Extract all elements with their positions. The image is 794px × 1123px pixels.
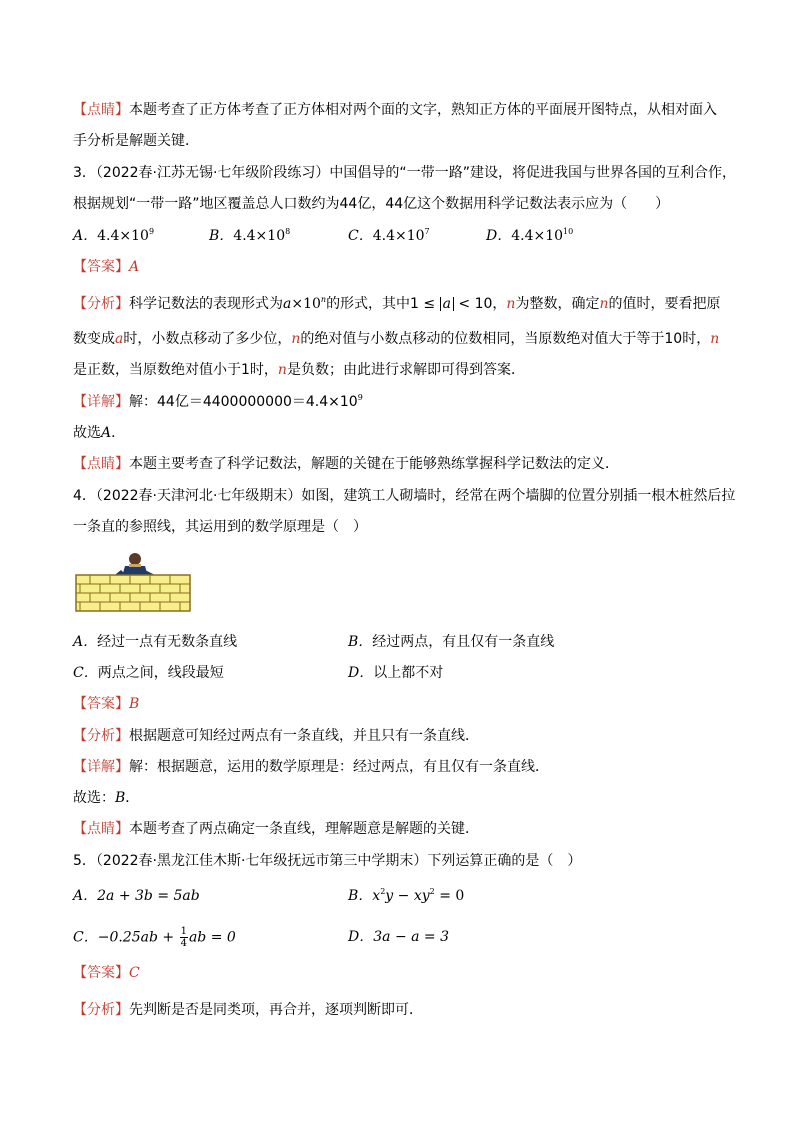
q5-option-a: A．2a + 3b = 5ab: [73, 888, 200, 904]
q3-comment: 【点睛】本题主要考查了科学记数法，解题的关键在于能够熟练掌握科学记数法的定义．: [73, 456, 619, 472]
detail-tag: 【详解】: [73, 394, 129, 410]
q5-option-c: C．−0.25ab + $\frac{1}{4}$ ab = 0: [73, 926, 236, 949]
answer-tag: 【答案】: [73, 965, 129, 981]
comment-tag: 【点睛】: [73, 456, 129, 472]
answer-value: B: [129, 696, 140, 712]
q4-detail: 【详解】解：根据题意，运用的数学原理是：经过两点，有且仅有一条直线．: [73, 759, 549, 775]
question-stem: 5．（2022春·黑龙江佳木斯·七年级抚远市第三中学期末）下列运算正确的是（ ）: [73, 853, 582, 869]
detail-tag: 【详解】: [73, 759, 129, 775]
q5-option-d: D．3a − a = 3: [348, 929, 450, 945]
q4-option-b: B．经过两点，有且仅有一条直线: [348, 634, 555, 650]
q3-option-d: D．$4.4\times 10^{10}$: [486, 227, 574, 244]
answer-tag: 【答案】: [73, 259, 129, 275]
q4-analysis: 【分析】根据题意可知经过两点有一条直线，并且只有一条直线．: [73, 728, 479, 744]
q3-detail: 【详解】解：44亿$=4400000000=4.4\times 10^9$: [73, 393, 363, 410]
fraction: $\frac{1}{4}$: [180, 926, 187, 949]
q4-option-d: D．以上都不对: [348, 665, 444, 681]
q3-analysis-line1: 【分析】科学记数法的表现形式为$a\times 10^n$的形式，其中1 ≤ a < 10，n为整数，确定n的值时，要看把原: [73, 295, 721, 312]
q4-choose: 故选：B．: [73, 790, 140, 806]
q3-answer: [73, 256, 733, 278]
analysis-tag: 【分析】: [73, 296, 129, 312]
question-stem: 根据规划“一带一路”地区覆盖总人口数约为44亿，44亿这个数据用科学记数法表示应为（ ）: [73, 196, 670, 212]
q5-stem: [73, 850, 733, 872]
worker-head: [129, 553, 141, 565]
q5-analysis: 【分析】先判断是否是同类项，再合并，逐项判断即可．: [73, 1002, 423, 1018]
question-stem: 4．（2022春·天津河北·七年级期末）如图，建筑工人砌墙时，经常在两个墙脚的位置分别插一根木桩然后拉: [73, 488, 736, 504]
q3-stem-line1: [73, 162, 736, 184]
q4-stem-line2: [73, 516, 733, 538]
q5-answer: [73, 962, 733, 984]
q4-comment: 【点睛】本题考查了两点确定一条直线，理解题意是解题的关键．: [73, 821, 479, 837]
answer-value: C: [129, 965, 140, 981]
q4-stem-line1: [73, 485, 736, 507]
comment-tag: 【点睛】: [73, 821, 129, 837]
q4-answer: [73, 693, 733, 715]
q3-choose: 故选A．: [73, 425, 126, 441]
comment-text: 本题考查了正方体考查了正方体相对两个面的文字，熟知正方体的平面展开图特点，从相对面入: [129, 102, 717, 118]
comment-text: 手分析是解题关键．: [73, 133, 199, 149]
bricklayer-wall-figure: [75, 548, 192, 612]
question-stem: 3．（2022春·江苏无锡·七年级阶段练习）中国倡导的“一带一路”建设，将促进我国与世界各国的互利合作，: [73, 165, 736, 181]
analysis-tag: 【分析】: [73, 728, 129, 744]
comment-tag: 【点睛】: [73, 102, 129, 118]
q3-analysis-line3: 是正数，当原数绝对值小于1时，n是负数；由此进行求解即可得到答案．: [73, 362, 525, 378]
q3-stem-line2: [73, 193, 733, 215]
answer-tag: 【答案】: [73, 696, 129, 712]
prev-comment-line1: [73, 99, 733, 121]
q3-option-c: C．$4.4\times 10^7$: [348, 227, 430, 244]
question-stem: 一条直的参照线，其运用到的数学原理是（ ）: [73, 519, 367, 535]
q4-option-a: A．经过一点有无数条直线: [73, 634, 238, 650]
q5-option-b: B．$x^2y - xy^2 = 0$: [348, 887, 465, 904]
q3-option-a: A．$4.4\times 10^9$: [73, 227, 155, 244]
q3-analysis-line2: 数变成a时，小数点移动了多少位，n的绝对值与小数点移动的位数相同，当原数绝对值大于等于10时，n: [73, 331, 720, 347]
answer-value: A: [129, 259, 140, 275]
q4-option-c: C．两点之间，线段最短: [73, 665, 224, 681]
analysis-tag: 【分析】: [73, 1002, 129, 1018]
q3-option-b: B．$4.4\times 10^8$: [209, 227, 291, 244]
prev-comment-line2: [73, 130, 733, 152]
